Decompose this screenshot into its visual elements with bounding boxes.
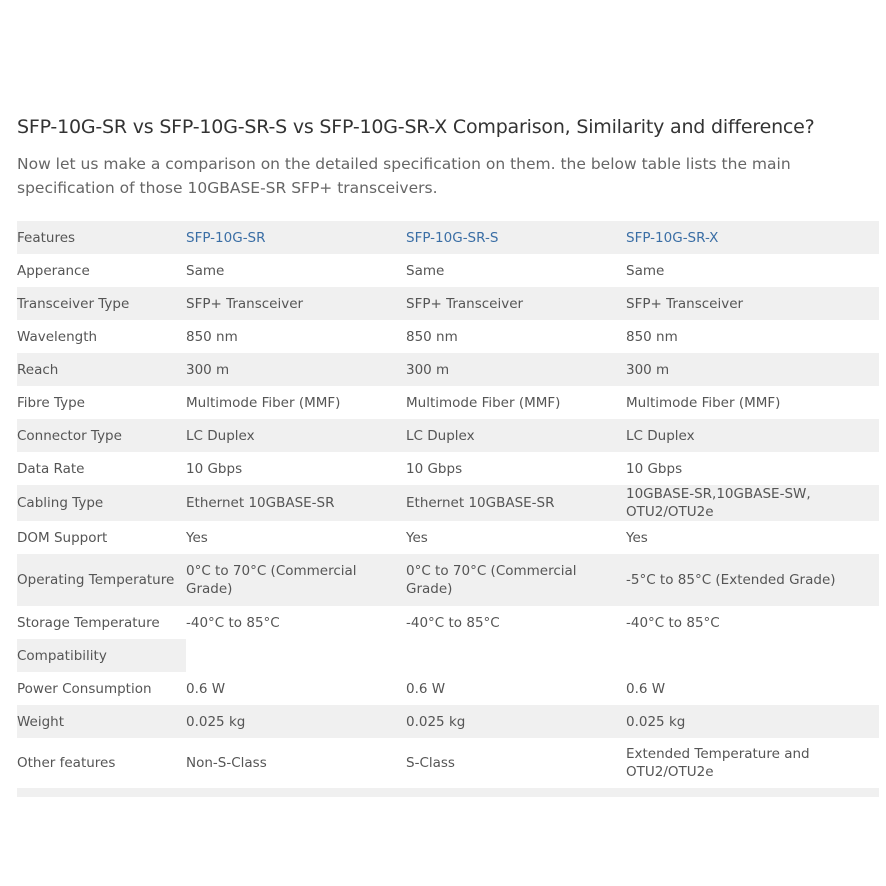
spec-value-cell: SFP+ Transceiver — [406, 287, 626, 320]
spec-value-cell: Multimode Fiber (MMF) — [186, 394, 341, 411]
feature-label-cell: Cabling Type — [17, 485, 186, 521]
table-row — [17, 254, 879, 287]
spec-value-cell: Multimode Fiber (MMF) — [406, 394, 561, 411]
spec-value-cell: 10 Gbps — [406, 460, 463, 477]
table-row — [17, 521, 879, 554]
header-link-sfp-10g-sr[interactable]: SFP-10G-SR — [186, 221, 406, 254]
spec-value-cell: 10 Gbps — [626, 460, 683, 477]
spec-value-cell: Same — [406, 262, 445, 279]
spec-value-cell: Multimode Fiber (MMF) — [626, 394, 781, 411]
spec-value-cell: -5°C to 85°C (Extended Grade) — [626, 554, 879, 606]
spec-value-cell — [406, 639, 626, 672]
feature-label-cell: Operating Temperature — [17, 554, 186, 606]
table-row — [17, 606, 879, 639]
feature-label-cell: Other features — [17, 755, 116, 771]
spec-value-cell: Non-S-Class — [186, 755, 267, 771]
spec-value-cell: 300 m — [626, 353, 879, 386]
spec-value-cell: Ethernet 10GBASE-SR — [186, 485, 406, 521]
table-row — [17, 485, 879, 521]
comparison-table-body — [17, 221, 879, 797]
table-row — [17, 672, 879, 705]
feature-label-cell: Transceiver Type — [17, 287, 186, 320]
spec-value-cell: 850 nm — [186, 328, 238, 345]
feature-label-cell: DOM Support — [17, 529, 108, 546]
spec-value-cell: 0.6 W — [186, 680, 226, 697]
feature-label-cell: Storage Temperature — [17, 614, 160, 631]
header-link-sfp-10g-sr-x[interactable]: SFP-10G-SR-X — [626, 221, 879, 254]
spec-value-cell: LC Duplex — [186, 419, 406, 452]
spec-value-cell: 0.6 W — [626, 680, 666, 697]
spec-value-cell: 10GBASE-SR,10GBASE-SW, OTU2/OTU2e — [626, 485, 879, 521]
spec-value-cell: LC Duplex — [626, 419, 879, 452]
spec-value-cell: Ethernet 10GBASE-SR — [406, 485, 626, 521]
feature-label-cell: Data Rate — [17, 460, 85, 477]
spec-value-cell: 300 m — [186, 353, 406, 386]
spec-value-cell: -40°C to 85°C — [406, 614, 500, 631]
spec-value-cell: 10 Gbps — [186, 460, 243, 477]
table-row — [17, 353, 879, 386]
feature-label-cell: Weight — [17, 705, 186, 738]
comparison-table — [17, 221, 879, 797]
table-footer-cell — [17, 788, 879, 797]
table-row — [17, 639, 879, 672]
table-footer-bar — [17, 788, 879, 797]
table-row — [17, 287, 879, 320]
spec-value-cell: Yes — [626, 529, 648, 546]
spec-value-cell: SFP+ Transceiver — [626, 287, 879, 320]
spec-value-cell: 0.025 kg — [626, 705, 879, 738]
header-link-sfp-10g-sr-s[interactable]: SFP-10G-SR-S — [406, 221, 626, 254]
spec-value-cell: Yes — [186, 529, 208, 546]
spec-value-cell: 0°C to 70°C (Commercial Grade) — [406, 554, 626, 606]
feature-label-cell: Apperance — [17, 262, 90, 279]
spec-value-cell: 0.025 kg — [186, 705, 406, 738]
feature-label-cell: Wavelength — [17, 328, 98, 345]
feature-label-cell: Reach — [17, 353, 186, 386]
feature-label-cell: Fibre Type — [17, 394, 85, 411]
spec-value-cell: Same — [626, 262, 665, 279]
table-row — [17, 386, 879, 419]
table-row — [17, 320, 879, 353]
spec-value-cell: 850 nm — [626, 328, 678, 345]
spec-value-cell: 850 nm — [406, 328, 458, 345]
intro-paragraph: Now let us make a comparison on the detailed specification on them. the below table lists the main specification of those 10GBASE-SR SFP+ transceivers. — [17, 155, 791, 197]
spec-value-cell — [186, 639, 406, 672]
table-row — [17, 738, 879, 788]
table-header-row — [17, 221, 879, 254]
header-cell-features: Features — [17, 221, 186, 254]
table-row — [17, 554, 879, 606]
feature-label-cell: Power Consumption — [17, 680, 152, 697]
spec-value-cell: Extended Temperature and OTU2/OTU2e — [626, 746, 810, 780]
spec-value-cell: Same — [186, 262, 225, 279]
spec-value-cell: -40°C to 85°C — [186, 614, 280, 631]
feature-label-cell: Compatibility — [17, 639, 186, 672]
page-heading: SFP-10G-SR vs SFP-10G-SR-S vs SFP-10G-SR-X Comparison, Similarity and difference? — [17, 116, 815, 138]
table-row — [17, 419, 879, 452]
spec-value-cell: Yes — [406, 529, 428, 546]
spec-value-cell: LC Duplex — [406, 419, 626, 452]
feature-label-cell: Connector Type — [17, 419, 186, 452]
spec-value-cell: 300 m — [406, 353, 626, 386]
spec-value-cell — [626, 639, 879, 672]
table-row — [17, 705, 879, 738]
table-row — [17, 452, 879, 485]
spec-value-cell: -40°C to 85°C — [626, 614, 720, 631]
spec-value-cell: 0.025 kg — [406, 705, 626, 738]
spec-value-cell: SFP+ Transceiver — [186, 287, 406, 320]
spec-value-cell: 0°C to 70°C (Commercial Grade) — [186, 554, 406, 606]
spec-value-cell: 0.6 W — [406, 680, 446, 697]
spec-value-cell: S-Class — [406, 755, 455, 771]
